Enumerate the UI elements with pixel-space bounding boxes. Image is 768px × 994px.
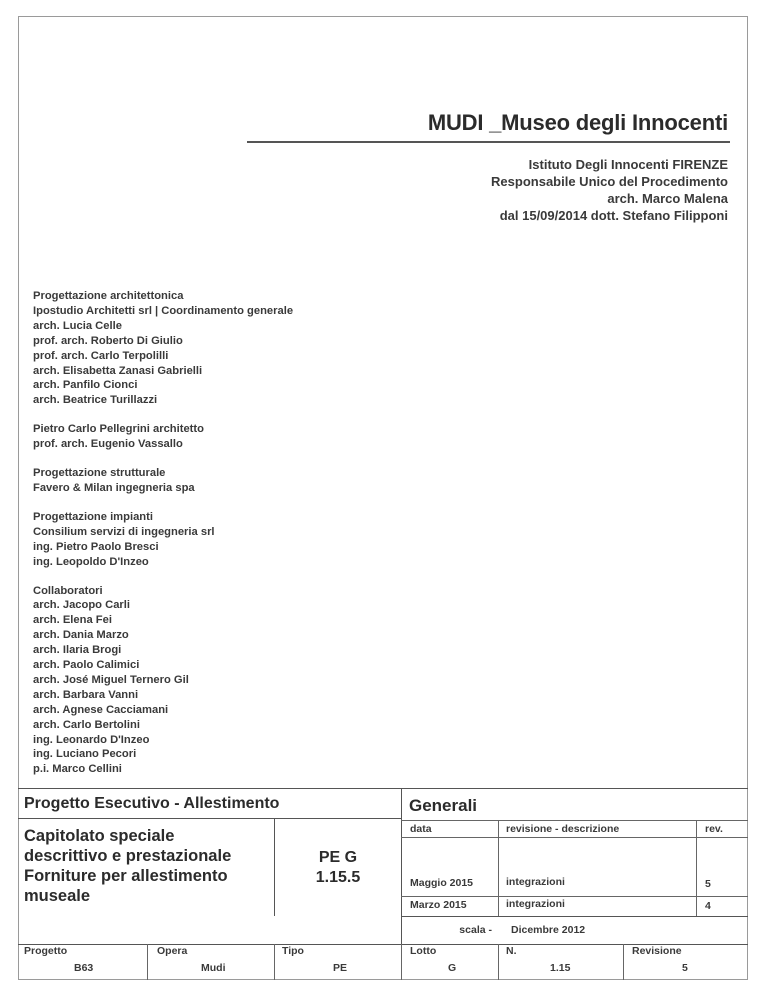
credit-line: arch. Lucia Celle — [33, 319, 122, 332]
progetto-label: Progetto — [24, 945, 68, 957]
credit-line: arch. Panfilo Cionci — [33, 379, 138, 392]
field-divider — [498, 944, 499, 980]
credits-group-pellegrini — [33, 422, 293, 452]
code-line: PE G — [318, 849, 358, 866]
field-divider — [623, 944, 624, 980]
credit-line: arch. José Miguel Ternero Gil — [33, 673, 189, 686]
credit-line: arch. Elisabetta Zanasi Gabrielli — [33, 364, 203, 377]
section-title: Generali — [409, 796, 478, 815]
credits-group-architecture — [33, 289, 293, 408]
credit-line: arch. Carlo Bertolini — [33, 718, 140, 731]
lotto-label: Lotto — [410, 945, 437, 957]
opera-label: Opera — [157, 945, 188, 957]
credit-line: prof. arch. Roberto Di Giulio — [33, 334, 183, 347]
scale-label: scala - — [459, 924, 492, 936]
field-divider — [274, 944, 275, 980]
document-description — [24, 826, 272, 906]
revision-date: Maggio 2015 — [410, 877, 474, 889]
credits-group-collaborators — [33, 584, 293, 778]
revision-desc: integrazioni — [506, 898, 565, 910]
progetto-value: B63 — [74, 962, 94, 974]
credit-line: ing. Leonardo D'Inzeo — [33, 733, 150, 746]
credits-group-plant — [33, 510, 293, 570]
revision-desc-header: revisione - descrizione — [506, 823, 620, 835]
field-divider — [147, 944, 148, 980]
title-underline — [247, 141, 730, 143]
description-line: museale — [24, 887, 91, 905]
credit-line: arch. Beatrice Turillazzi — [33, 394, 158, 407]
credit-line: arch. Elena Fei — [33, 614, 112, 627]
credit-line: arch. Jacopo Carli — [33, 599, 130, 612]
revision-table-rule — [696, 820, 697, 916]
revisione-value: 5 — [682, 962, 688, 974]
credit-line: Ipostudio Architetti srl | Coordinamento generale — [33, 304, 294, 317]
revision-table-rule — [498, 820, 499, 916]
revision-number: 5 — [705, 878, 711, 890]
credit-line: arch. Ilaria Brogi — [33, 644, 122, 657]
n-value: 1.15 — [550, 962, 571, 974]
credit-line: Progettazione impianti — [33, 510, 153, 523]
revision-desc: integrazioni — [506, 876, 565, 888]
revision-number: 4 — [705, 900, 711, 912]
description-line: Capitolato speciale — [24, 827, 175, 845]
credit-line: arch. Agnese Cacciamani — [33, 703, 169, 716]
n-label: N. — [506, 945, 517, 957]
base-date: Dicembre 2012 — [511, 924, 586, 936]
credits-list — [33, 289, 293, 791]
credit-line: Progettazione architettonica — [33, 290, 184, 302]
revision-table-bottom — [401, 916, 748, 917]
document-title: MUDI _Museo degli Innocenti — [427, 110, 728, 135]
project-phase: Progetto Esecutivo - Allestimento — [24, 795, 280, 812]
revision-rev-header: rev. — [705, 823, 723, 835]
opera-value: Mudi — [201, 962, 226, 974]
client-line: arch. Marco Malena — [607, 191, 728, 206]
credit-line: Consilium servizi di ingegneria srl — [33, 525, 215, 538]
credit-line: arch. Barbara Vanni — [33, 688, 139, 701]
credit-line: ing. Leopoldo D'Inzeo — [33, 555, 149, 568]
titleblock-top-border — [18, 788, 748, 789]
credit-line: Favero & Milan ingegneria spa — [33, 481, 195, 494]
tipo-label: Tipo — [282, 945, 304, 957]
revision-date: Marzo 2015 — [410, 899, 467, 911]
credit-line: arch. Dania Marzo — [33, 629, 129, 642]
credit-line: ing. Pietro Paolo Bresci — [33, 540, 159, 553]
credit-line: prof. arch. Carlo Terpolilli — [33, 349, 169, 362]
credits-group-structural — [33, 466, 293, 496]
credit-line: Progettazione strutturale — [33, 467, 166, 480]
client-line: Istituto Degli Innocenti FIRENZE — [528, 157, 728, 172]
tipo-value: PE — [333, 962, 348, 974]
description-line: descrittivo e prestazionale — [24, 847, 232, 865]
titleblock-rule — [18, 818, 401, 819]
titleblock-divider — [401, 788, 402, 944]
credit-line: ing. Luciano Pecori — [33, 748, 137, 761]
lotto-value: G — [448, 962, 457, 974]
field-divider — [401, 944, 402, 980]
client-info — [491, 156, 728, 224]
credit-line: arch. Paolo Calimici — [33, 659, 140, 672]
document-code — [275, 848, 401, 888]
description-line: Forniture per allestimento — [24, 867, 228, 885]
revision-date-header: data — [410, 823, 432, 835]
credit-line: p.i. Marco Cellini — [33, 763, 122, 776]
revisione-label: Revisione — [632, 945, 682, 957]
client-line: Responsabile Unico del Procedimento — [491, 174, 728, 189]
code-line: 1.15.5 — [315, 869, 361, 886]
credit-line: prof. arch. Eugenio Vassallo — [33, 438, 183, 451]
client-line: dal 15/09/2014 dott. Stefano Filipponi — [499, 208, 728, 223]
credit-line: Pietro Carlo Pellegrini architetto — [33, 423, 204, 436]
credit-line: Collaboratori — [33, 584, 103, 597]
